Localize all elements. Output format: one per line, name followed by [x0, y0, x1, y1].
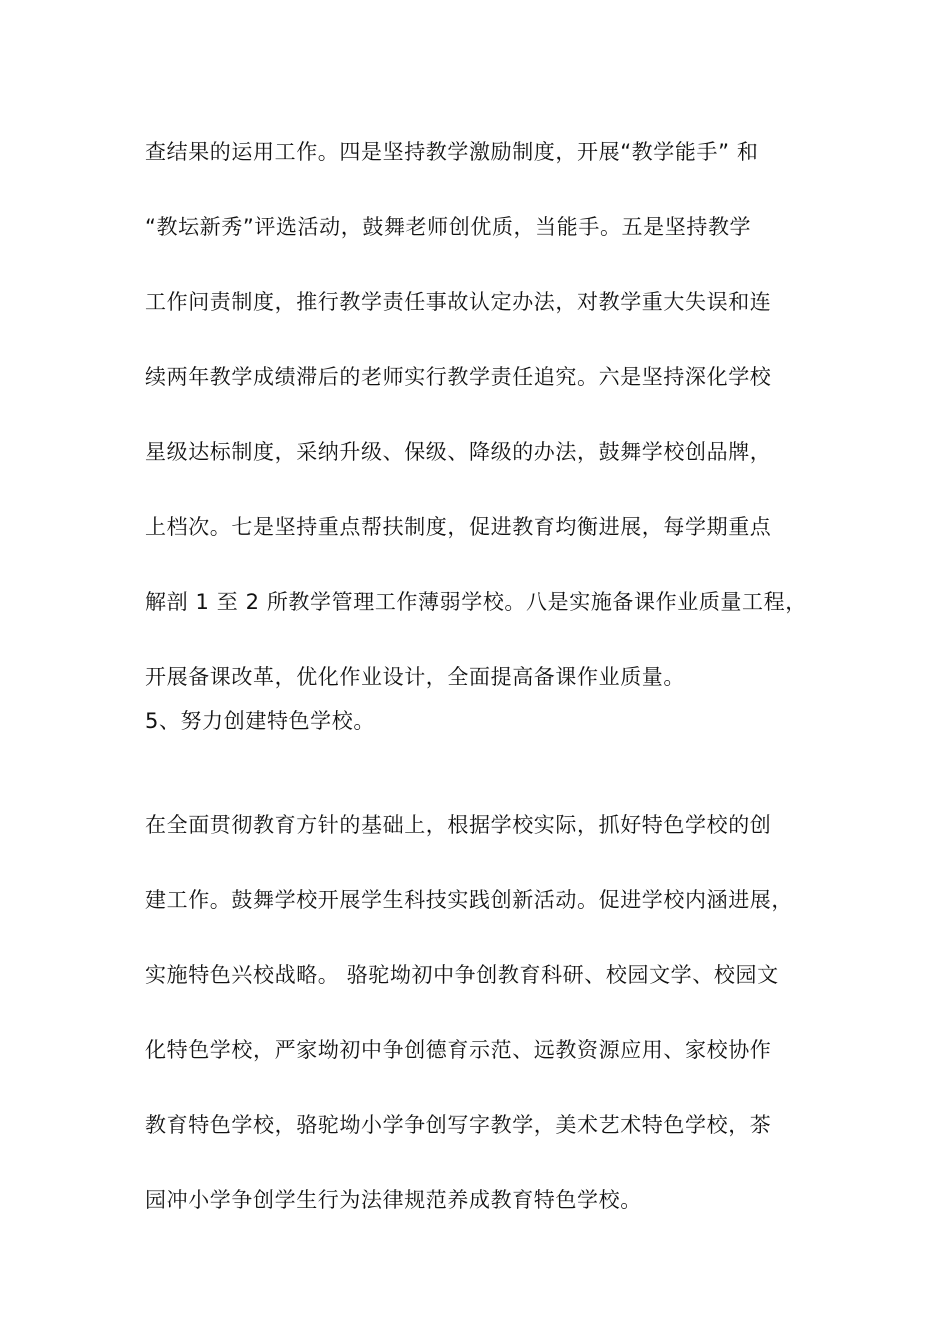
paragraph-line: 园冲小学争创学生行为法律规范养成教育特色学校。 [145, 1188, 642, 1212]
paragraph-line: 在全面贯彻教育方针的基础上，根据学校实际，抓好特色学校的创 [145, 813, 772, 837]
paragraph-line: 工作问责制度，推行教学责任事故认定办法，对教学重大失误和连 [145, 290, 772, 314]
paragraph-line: 星级达标制度，采纳升级、保级、降级的办法，鼓舞学校创品牌， [145, 440, 772, 464]
paragraph-line: 续两年教学成绩滞后的老师实行教学责任追究。六是坚持深化学校 [145, 365, 772, 389]
paragraph-line: “教坛新秀”评选活动，鼓舞老师创优质，当能手。五是坚持教学 [145, 215, 752, 239]
section-heading: 5、努力创建特色学校。 [145, 709, 375, 733]
paragraph-line: 教育特色学校，骆驼坳小学争创写字教学，美术艺术特色学校，茶 [145, 1113, 772, 1137]
paragraph-line: 解剖 1 至 2 所教学管理工作薄弱学校。八是实施备课作业质量工程， [145, 590, 807, 614]
paragraph-line: 查结果的运用工作。四是坚持教学激励制度，开展“教学能手” 和 [145, 140, 759, 164]
paragraph-line: 开展备课改革，优化作业设计，全面提高备课作业质量。 [145, 665, 685, 689]
paragraph-line: 实施特色兴校战略。 骆驼坳初中争创教育科研、校园文学、校园文 [145, 963, 779, 987]
paragraph-line: 建工作。鼓舞学校开展学生科技实践创新活动。促进学校内涵进展， [145, 888, 793, 912]
paragraph-line: 上档次。七是坚持重点帮扶制度，促进教育均衡进展，每学期重点 [145, 515, 772, 539]
paragraph-line: 化特色学校，严家坳初中争创德育示范、远教资源应用、家校协作 [145, 1038, 772, 1062]
